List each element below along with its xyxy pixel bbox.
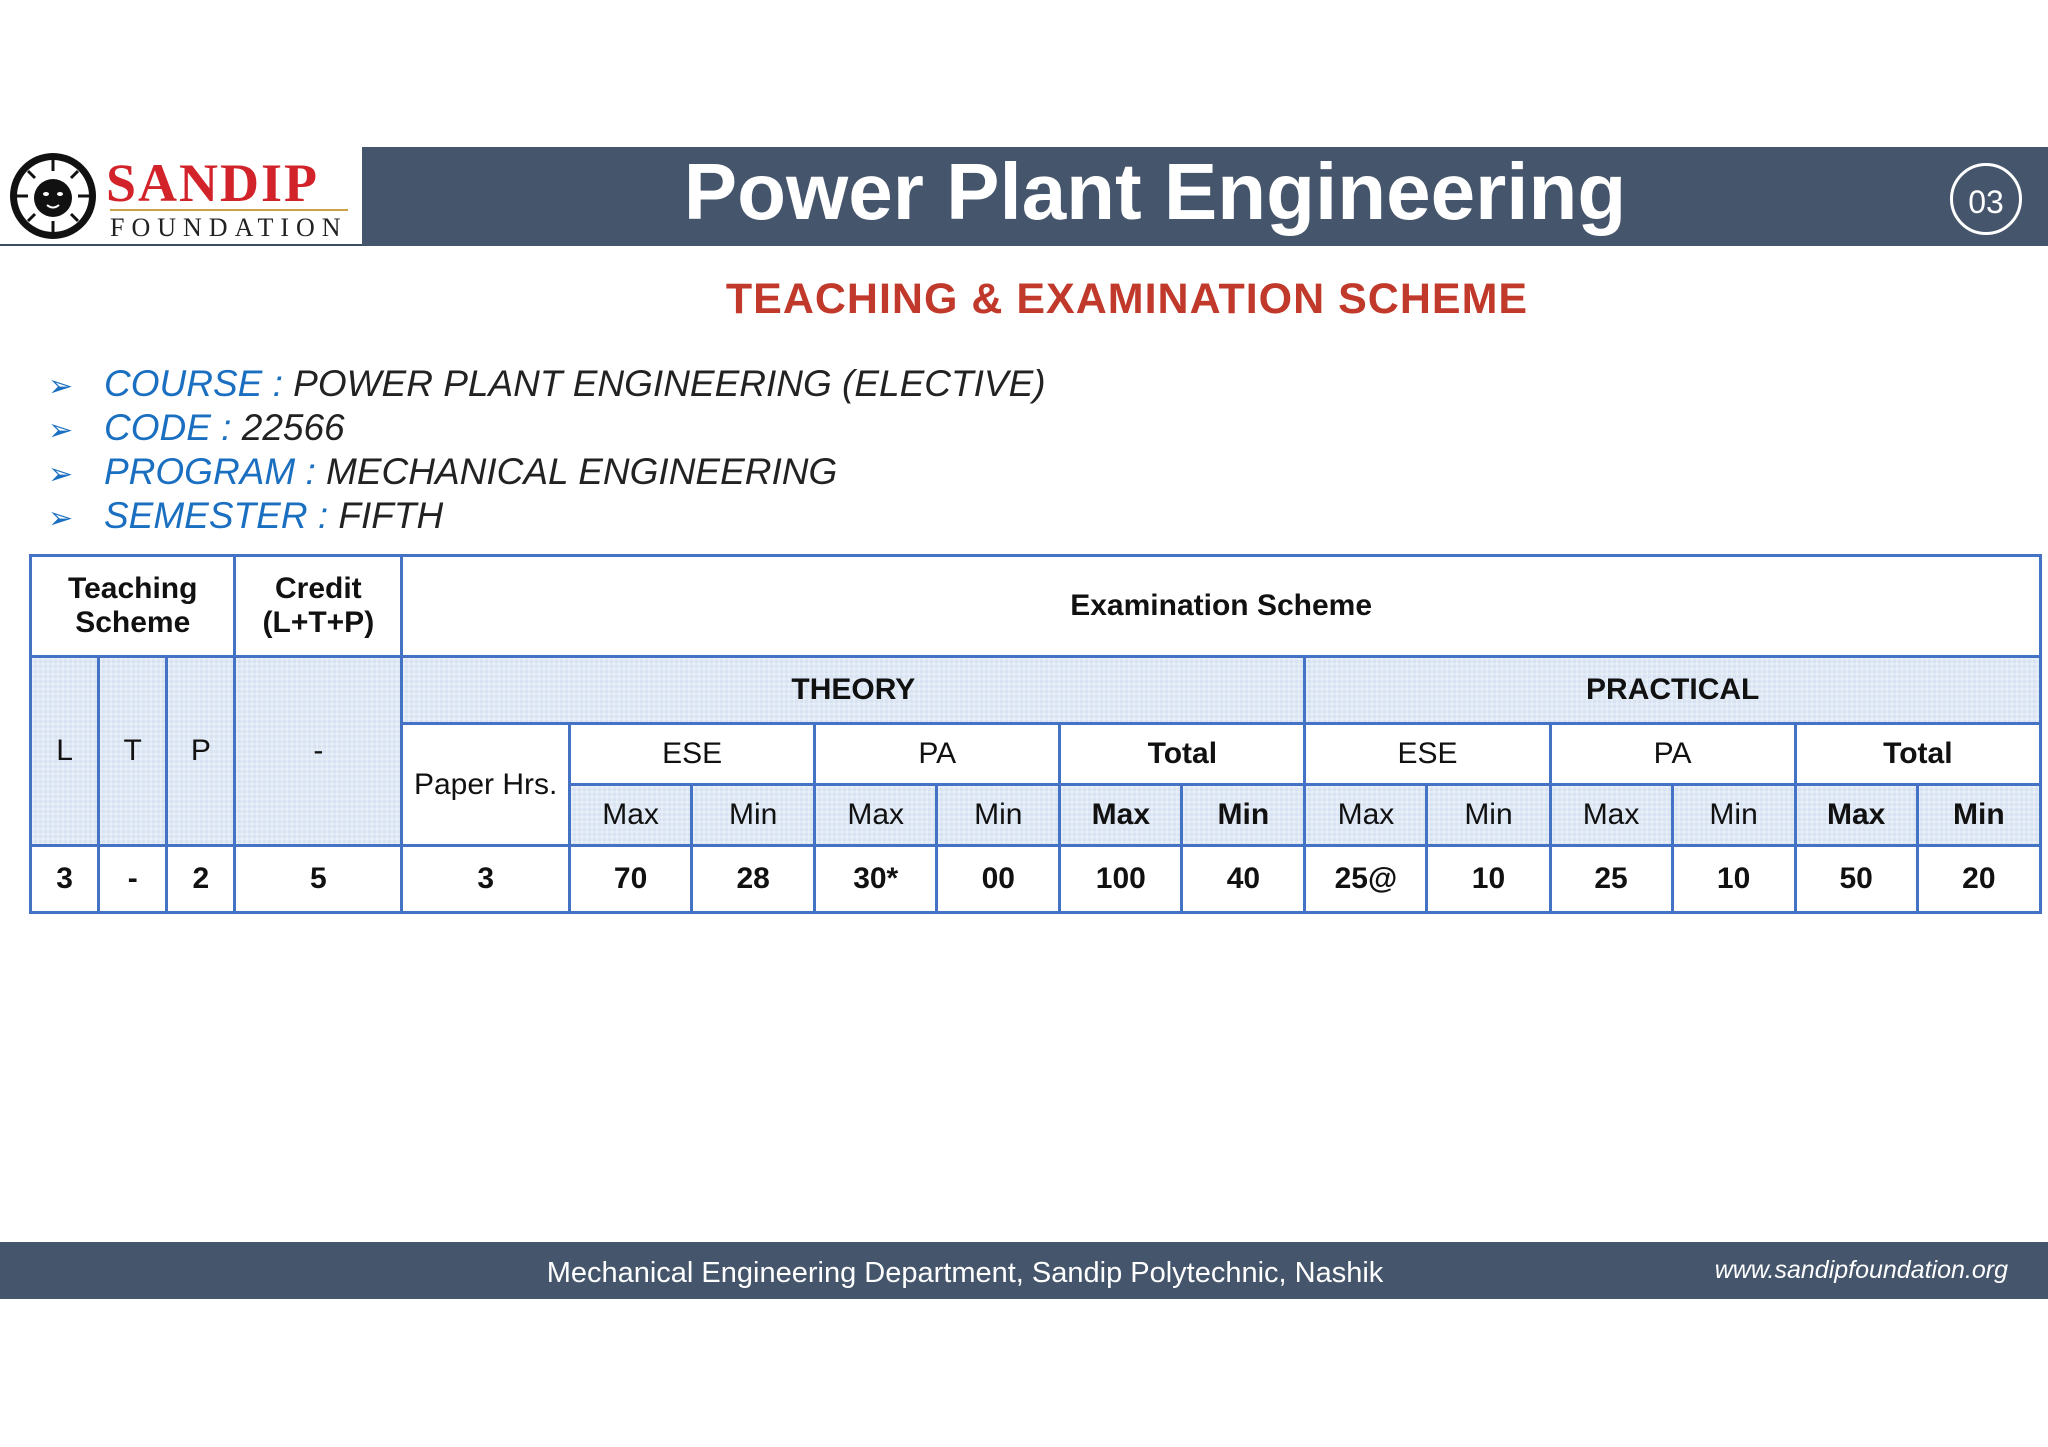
practical-pa-header: PA [1550, 724, 1795, 785]
arrow-bullet-icon: ➢ [48, 458, 74, 491]
course-info-value: MECHANICAL ENGINEERING [315, 451, 838, 492]
course-info-value: 22566 [231, 407, 345, 448]
title-bar [362, 147, 2048, 246]
table-cell: 3 [31, 846, 99, 913]
max-header: Max [570, 785, 692, 846]
table-cell: 70 [570, 846, 692, 913]
course-info-item [48, 406, 1046, 450]
table-row [31, 846, 2041, 913]
theory-ese-header: ESE [570, 724, 815, 785]
practical-header: PRACTICAL [1305, 657, 2041, 724]
course-info-list [48, 362, 1046, 538]
footer-url: www.sandipfoundation.org [1714, 1256, 2008, 1284]
theory-total-header: Total [1060, 724, 1305, 785]
table-cell: 40 [1182, 846, 1305, 913]
max-header: Max [1795, 785, 1917, 846]
theory-pa-header: PA [815, 724, 1060, 785]
table-cell: 00 [937, 846, 1060, 913]
course-info-item [48, 494, 1046, 538]
table-cell: 28 [692, 846, 815, 913]
table-cell: 100 [1060, 846, 1182, 913]
course-info-key: CODE : [104, 407, 232, 448]
min-header: Min [1672, 785, 1795, 846]
examination-scheme-header: Examination Scheme [402, 556, 2041, 657]
table-cell: 25@ [1305, 846, 1427, 913]
min-header: Min [1917, 785, 2040, 846]
arrow-bullet-icon: ➢ [48, 414, 74, 447]
slide-title: Power Plant Engineering [683, 147, 1627, 236]
course-info-key: COURSE : [104, 363, 283, 404]
practical-total-header: Total [1795, 724, 2040, 785]
max-header: Max [815, 785, 937, 846]
paper-hrs-header: Paper Hrs. [402, 724, 570, 846]
scheme-table [29, 554, 2042, 914]
p-header: P [167, 657, 235, 846]
l-header: L [31, 657, 99, 846]
table-cell: - [99, 846, 167, 913]
course-info-key: PROGRAM : [104, 451, 316, 492]
arrow-bullet-icon: ➢ [48, 502, 74, 535]
min-header: Min [1182, 785, 1305, 846]
table-cell: 10 [1427, 846, 1550, 913]
teaching-scheme-header: Teaching Scheme [31, 556, 235, 657]
arrow-bullet-icon: ➢ [48, 370, 74, 403]
course-info-item [48, 362, 1046, 406]
credit-dash: - [235, 657, 402, 846]
table-cell: 2 [167, 846, 235, 913]
course-info-value: POWER PLANT ENGINEERING (ELECTIVE) [282, 363, 1046, 404]
table-cell: 10 [1672, 846, 1795, 913]
table-cell: 30* [815, 846, 937, 913]
practical-ese-header: ESE [1305, 724, 1550, 785]
table-cell: 3 [402, 846, 570, 913]
footer-text: Mechanical Engineering Department, Sandip Polytechnic, Nashik [546, 1257, 1384, 1289]
page-number-badge: 03 [1950, 163, 2022, 235]
course-info-key: SEMESTER : [104, 495, 329, 536]
brand-subtitle: FOUNDATION [110, 209, 348, 243]
max-header: Max [1305, 785, 1427, 846]
section-heading: TEACHING & EXAMINATION SCHEME [725, 275, 1529, 323]
credit-header: Credit (L+T+P) [235, 556, 402, 657]
table-cell: 50 [1795, 846, 1917, 913]
lion-emblem-icon [8, 151, 98, 241]
max-header: Max [1060, 785, 1182, 846]
course-info-value: FIFTH [328, 495, 444, 536]
max-header: Max [1550, 785, 1672, 846]
t-header: T [99, 657, 167, 846]
min-header: Min [1427, 785, 1550, 846]
table-cell: 25 [1550, 846, 1672, 913]
footer [0, 1242, 2048, 1299]
min-header: Min [692, 785, 815, 846]
course-info-item [48, 450, 1046, 494]
brand-name: SANDIP [106, 153, 320, 213]
table-cell: 20 [1917, 846, 2040, 913]
table-cell: 5 [235, 846, 402, 913]
min-header: Min [937, 785, 1060, 846]
theory-header: THEORY [402, 657, 1305, 724]
header [0, 147, 2048, 246]
